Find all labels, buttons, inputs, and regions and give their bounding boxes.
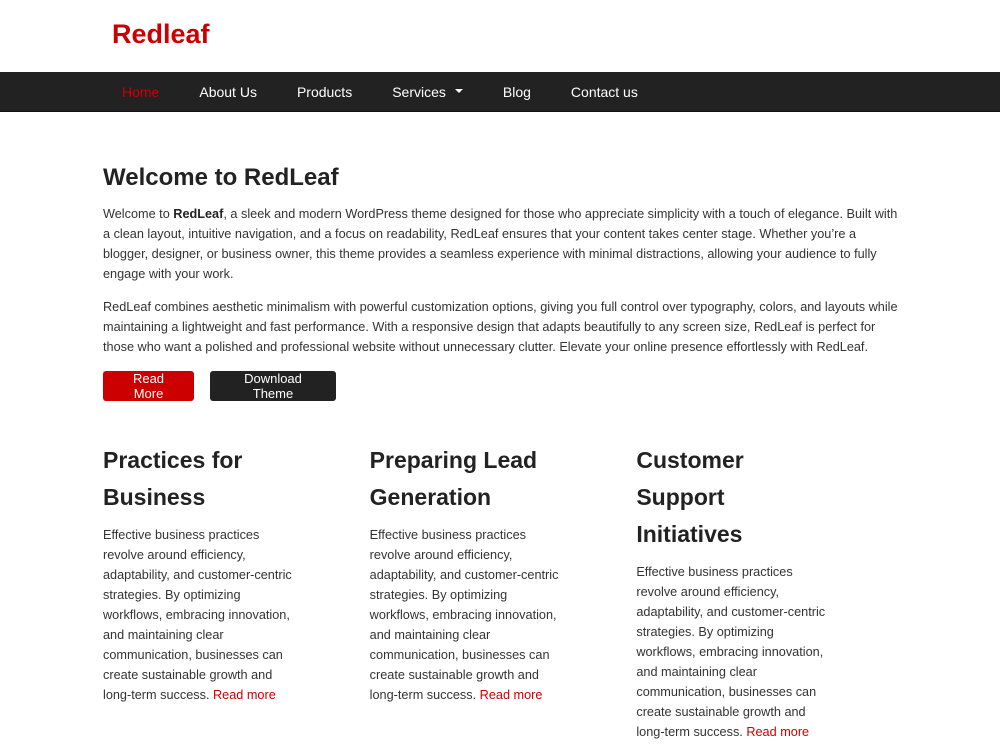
feature-title: Customer Support Initiatives: [636, 447, 744, 547]
nav-item-blog[interactable]: [483, 72, 551, 111]
feature-title: Preparing Lead Generation: [369, 447, 538, 510]
nav-item-label: Home: [122, 83, 160, 100]
feature-read-more-link[interactable]: Read more: [746, 725, 810, 739]
feature-text: [370, 525, 567, 705]
nav-item-about-us[interactable]: [179, 72, 277, 111]
feature-read-more-link[interactable]: Read more: [213, 688, 276, 702]
cta-buttons: [103, 371, 903, 401]
intro-bold-brand: RedLeaf: [173, 207, 224, 221]
feature-text: [636, 562, 833, 742]
site-logo[interactable]: Redleaf: [112, 19, 210, 49]
features-section: [103, 442, 903, 742]
feature-title: Practices for Business: [103, 447, 243, 510]
nav-item-services[interactable]: [372, 72, 483, 111]
feature-body: Effective business practices revolve around efficiency, adaptability, and customer-centric strategies. By optimizing workflows, embracing innovation, and maintaining clear communication, businesses can create sustainable growth and long-term success.: [636, 565, 826, 739]
nav-item-contact-us[interactable]: [551, 72, 658, 111]
feature-card: [370, 442, 567, 742]
intro-prefix: Welcome to: [103, 207, 174, 221]
nav-item-label: Services: [392, 83, 446, 100]
nav-item-label: Blog: [502, 83, 531, 100]
site-header: [0, 0, 1000, 72]
nav-item-products[interactable]: [277, 72, 372, 111]
intro-rest: , a sleek and modern WordPress theme designed for those who appreciate simplicity with a touch of elegance. Built with a clean layout, intuitive navigation, and a focus on readability, RedLeaf ensures that your content takes center stage. Whether you’re a blogger, designer, or business owner, this theme provides a seamless experience with minimal distractions, allowing your audience to fully engage with your work.: [103, 207, 898, 281]
feature-card: [103, 442, 300, 742]
intro-paragraph: [103, 204, 903, 284]
page-title: Welcome to RedLeaf: [103, 164, 339, 191]
feature-body: Effective business practices revolve around efficiency, adaptability, and customer-centric strategies. By optimizing workflows, embracing innovation, and maintaining clear communication, businesses can create sustainable growth and long-term success.: [369, 528, 559, 702]
intro-section: [103, 204, 903, 357]
feature-body: Effective business practices revolve around efficiency, adaptability, and customer-centric strategies. By optimizing workflows, embracing innovation, and maintaining clear communication, businesses can create sustainable growth and long-term success.: [103, 528, 292, 702]
feature-text: [103, 525, 300, 705]
main-content: [103, 112, 903, 401]
nav-item-home[interactable]: [102, 72, 179, 111]
main-navigation: [0, 72, 1000, 112]
nav-list: [102, 72, 658, 111]
download-theme-button[interactable]: Download Theme: [210, 371, 336, 401]
nav-item-label: Contact us: [570, 83, 638, 100]
feature-read-more-link[interactable]: Read more: [479, 688, 543, 702]
caret-down-icon: [455, 89, 463, 93]
intro-paragraph-2: RedLeaf combines aesthetic minimalism with powerful customization options, giving you full control over typography, colors, and layouts while maintaining a lightweight and fast performance. With a responsive design that adapts beautifully to any screen size, RedLeaf is perfect for those who want a polished and professional website without unnecessary clutter. Elevate your online presence effortlessly with RedLeaf.: [103, 300, 898, 354]
read-more-button[interactable]: Read More: [103, 371, 194, 401]
nav-item-label: Products: [296, 83, 353, 100]
feature-card: [636, 442, 833, 742]
nav-item-label: About Us: [199, 83, 257, 100]
